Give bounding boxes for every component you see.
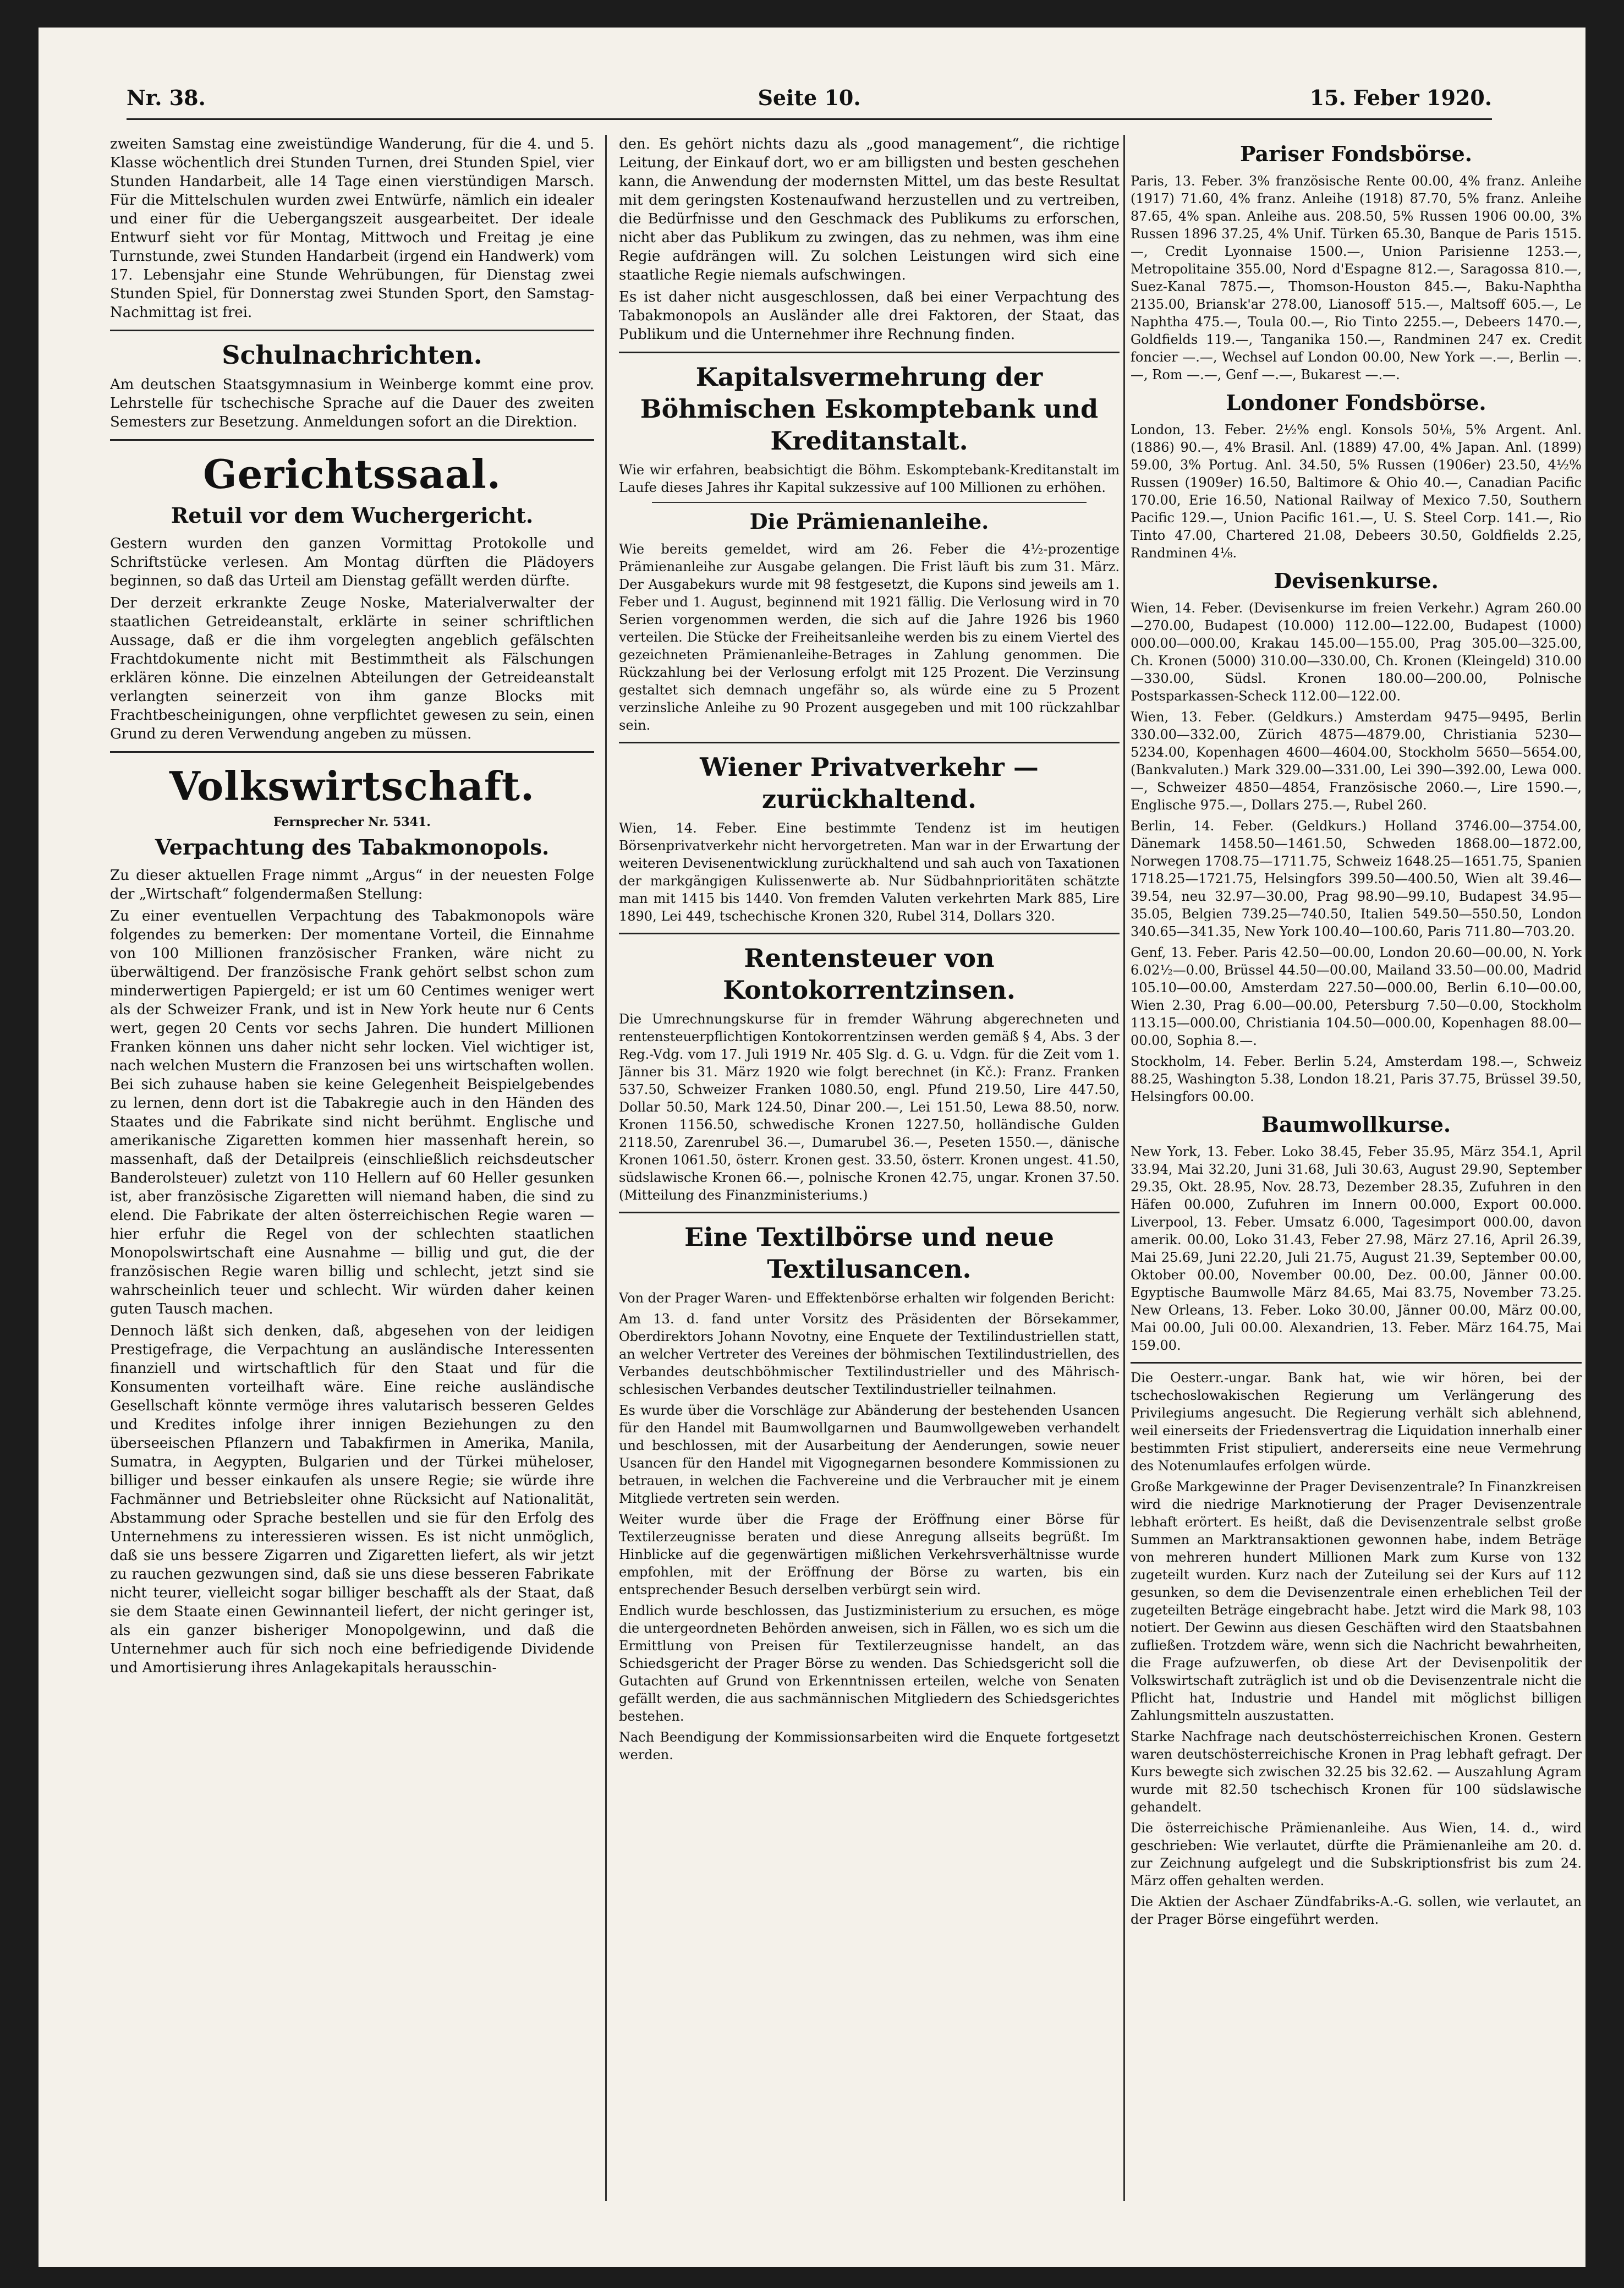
wiener-privatverkehr-text: Wien, 14. Feber. Eine bestimmte Tendenz ist im heutigen Börsenprivatverkehr nicht hervorgetreten. Man war in der Erwartung der weiteren Devisenentwicklung zurückhaltend und sah auch von Taxationen der markgängigen Kulissenwerte ab. Nur Südbahnprioritäten schätzte man mit 1415 bis 1440. Von fremden Valuten verkehrten Mark 885, Lire 1890, Lei 449, tschechische Kronen 320, Rubel 314, Dollars 320. xyxy=(619,820,1120,924)
wuchergericht-paragraph-1: Gestern wurden den ganzen Vormittag Protokolle und Schriftstücke verlesen. Am Montag dürften die Plädoyers beginnen, so daß das Urteil am Dienstag gefällt werden dürfte. xyxy=(110,535,594,589)
column-divider-1 xyxy=(605,135,607,2201)
section-rule xyxy=(619,933,1120,934)
textilboerse-heading: Eine Textilbörse und neue Textilusancen. xyxy=(684,1222,1054,1284)
tabakmonopol-heading: Verpachtung des Tabakmonopols. xyxy=(155,835,550,860)
section-rule xyxy=(110,330,594,331)
wuchergericht-paragraph-2: Der derzeit erkrankte Zeuge Noske, Materialverwalter der staatlichen Getreideanstalt, erklärte in seiner schriftlichen Aussage, daß er die ihm vorgelegten angeblich gefälschten Frachtdokumente nicht mit Bestimmtheit als Fälschungen erklären könne. Die einzelnen Abteilungen der Getreideanstalt verlangten seinerzeit von ihm ganze Blocks mit Frachtbescheinigungen, ohne verpflichtet gewesen zu sein, einen Grund zu deren Verwendung angeben zu müssen. xyxy=(110,595,594,742)
rentensteuer-text: Die Umrechnungskurse für in fremder Währung abgerechneten und rentensteuerpflichtigen Kontokorrentzinsen werden gemäß § 4, Abs. 3 der Reg.-Vdg. vom 17. Juli 1919 Nr. 405 Slg. d. G. u. Vdgn. für die Zeit vom 1. Jänner bis 31. März 1920 wie folgt berechnet (in Kč.): Franz. Franken 537.50, Schweizer Franken 1080.50, engl. Pfund 219.50, Lire 447.50, Dollar 50.50, Mark 124.50, Dinar 200.—, Lei 151.50, Lewa 88.50, norw. Kronen 1156.50, schwedische Kronen 1227.50, holländische Gulden 2118.50, Zarenrubel 36.—, Dumarubel 36.—, Peseten 1550.—, dänische Kronen 1061.50, österr. Kronen gest. 33.50, österr. Kronen ungest. 41.50, südslawische Kronen 66.—, polnische Kronen 42.75, ungar. Kronen 37.50. (Mitteilung des Finanzministeriums.) xyxy=(619,1011,1120,1203)
devisenkurse-genf: Genf, 13. Feber. Paris 42.50—00.00, London 20.60—00.00, N. York 6.02½—0.00, Brüssel 44.50—00.00, Mailand 33.50—00.00, Madrid 105.10—00.00, Amsterdam 227.50—000.00, Berlin 6.10—00.00, Wien 2.30, Prag 6.00—00.00, Petersburg 7.50—0.00, Stockholm 113.15—000.00, Christiania 104.50—000.00, Kopenhagen 88.00—00.00, Sophia 8.—. xyxy=(1131,945,1582,1048)
baumwollkurse-text: New York, 13. Feber. Loko 38.45, Feber 35.95, März 354.1, April 33.94, Mai 32.20, Juni 31.68, Juli 30.63, August 29.90, September 29.35, Okt. 28.95, Nov. 28.73, Dezember 28.35, Zufuhren in den Häfen 00.000, Zufuhren im Innern 00.000, Export 00.000. Liverpool, 13. Feber. Umsatz 6.000, Tagesimport 000.00, davon amerik. 00.00, Loko 31.43, Feber 27.98, März 27.16, April 26.39, Mai 25.69, Juni 22.20, Juli 21.75, August 21.39, September 00.00, Oktober 00.00, November 00.00, Dez. 00.00, Jänner 00.00. Egyptische Baumwolle März 84.65, Mai 83.75, November 73.25. New Orleans, 13. Feber. Loko 30.00, Jänner 00.00, März 00.00, Mai 00.00, Juli 00.00. Alexandrien, 13. Feber. März 164.75, Mai 159.00. xyxy=(1131,1144,1582,1353)
section-rule xyxy=(619,742,1120,743)
londoner-fondsboerse-heading: Londoner Fondsbörse. xyxy=(1226,390,1486,415)
volkswirtschaft-heading: Volkswirtschaft. xyxy=(169,763,535,809)
issue-number: Nr. 38. xyxy=(127,85,206,110)
rentensteuer-heading: Rentensteuer von Kontokorrentzinsen. xyxy=(723,943,1016,1005)
intro-paragraph: zweiten Samstag eine zweistündige Wanderung, für die 4. und 5. Klasse wöchentlich drei Stunden Turnen, drei Stunden Spiel, vier Stunden Handarbeit, alle 14 Tage einen vierstündigen Marsch. Für die Mittelschulen wurden zwei Entwürfe, nämlich ein idealer und einer für die Uebergangszeit ausgearbeitet. Der ideale Entwurf sieht vor für Montag, Mittwoch und Freitag je eine Turnstunde, zwei Stunden Handarbeit (irgend ein Handwerk) vom 17. Lebensjahr eine Stunde Wehrübungen, für Dienstag zwei Stunden Spiel, für Donnerstag zwei Stunden Sport, den Samstag-Nachmittag ist frei. xyxy=(110,136,594,321)
newspaper-page xyxy=(39,28,1585,2267)
oesterr-ungar-bank-text: Die Oesterr.-ungar. Bank hat, wie wir hören, bei der tschechoslowakischen Regierung um Verlängerung des Privilegiums angesucht. Die Regierung verhält sich ablehnend, weil einerseits der Friedensvertrag die Liquidation innerhalb einer bestimmten Frist stipuliert, andererseits eine neue Vermehrung des Notenumlaufes erfolgen würde. xyxy=(1131,1370,1582,1474)
wiener-privatverkehr-heading: Wiener Privatverkehr — zurückhaltend. xyxy=(700,752,1039,814)
londoner-fondsboerse-text: London, 13. Feber. 2½% engl. Konsols 50⅛, 5% Argent. Anl. (1886) 90.—, 4% Brasil. Anl. (1889) 47.00, 4% Japan. Anl. (1899) 59.00, 3% Portug. Anl. 34.50, 5% Russen (1906er) 23.50, 4½% Russen (1909er) 16.50, Baltimore & Ohio 40.—, Canadian Pacific 170.00, Erie 16.50, National Railway of Mexico 7.50, Southern Pacific 129.—, Union Pacific 161.—, U. S. Steel Corp. 141.—, Rio Tinto 47.00, Chartered 21.08, Debeers 30.50, Goldfields 2.25, Randminen 4⅛. xyxy=(1131,422,1582,561)
tabakmonopol-paragraph-2: Zu einer eventuellen Verpachtung des Tabakmonopols wäre folgendes zu bemerken: Der momentane Vorteil, die Einnahme von 100 Millionen französischer Franken, wäre nicht zu überwältigend. Der französische Frank gehört selbst schon zum minderwertigen Papiergeld; er ist um 60 Centimes weniger wert als der Schweizer Frank, und ist in New York heute nur 6 Cents wert, gegen 20 Cents vor sechs Jahren. Die hundert Millionen Franken können uns daher nicht sehr locken. Viel wichtiger ist, nach welchen Mustern die Franzosen bei uns wirtschaften wollen. Bei sich zuhause haben sie keine Gelegenheit Beispielgebendes zu lernen, denn dort ist die Tabakregie auch in den Händen des Staates und die Fabrikate sind nicht berühmt. Englische und amerikanische Zigaretten kommen hier massenhaft herein, so massenhaft, daß der Detailpreis (einschließlich reichsdeutscher Banderolsteuer) zuletzt von 110 Hellern auf 60 Heller gesunken ist, aber französische Zigaretten will niemand haben, die sind zu elend. Die Fabrikate der alten österreichischen Regie waren — hier erfuhr die Regel von der schlechten staatlichen Monopolswirtschaft eine Ausnahme — billig und gut, die der französischen Regie waren billig und schlecht, jetzt sind sie wahrscheinlich teuer und schlecht. Wir würden daher keinen guten Tausch machen. xyxy=(110,908,594,1317)
kronen-nachfrage-text: Starke Nachfrage nach deutschösterreichischen Kronen. Gestern waren deutschösterreichische Kronen in Prag lebhaft gefragt. Der Kurs bewegte sich zwischen 32.25 bis 32.62. — Auszahlung Agram wurde mit 82.50 tschechisch Kronen für 100 südslawische gehandelt. xyxy=(1131,1729,1582,1815)
section-rule xyxy=(652,502,1087,503)
devisenkurse-berlin: Berlin, 14. Feber. (Geldkurs.) Holland 3746.00—3754.00, Dänemark 1458.50—1461.50, Schweden 1868.00—1872.00, Norwegen 1708.75—1711.75, Schweiz 1648.25—1651.75, Spanien 1718.25—1721.75, Helsingfors 399.50—400.50, Wien alt 39.46—39.54, neu 32.97—30.00, Prag 98.90—99.10, Budapest 34.95—35.05, Belgien 739.25—740.50, Italien 549.50—550.50, London 340.65—341.35, New York 100.40—100.60, Paris 711.80—703.20. xyxy=(1131,818,1582,939)
praemienanleihe-text: Wie bereits gemeldet, wird am 26. Feber die 4½-prozentige Prämienanleihe zur Ausgabe gelangen. Die Frist läuft bis zum 31. März. Der Ausgabekurs wurde mit 98 festgesetzt, die Kupons sind jeweils am 1. Feber und 1. August, beginnend mit 1921 fällig. Die Verlosung wird in 70 Serien vorgenommen werden, die sich auf die Jahre 1926 bis 1960 verteilen. Die Stücke der Freiheitsanleihe werden bis zu einem Viertel des gezeichneten Prämienanleihe-Betrages in Zahlung genommen. Die Rückzahlung bei der Verlosung erfolgt mit 125 Prozent. Die Verzinsung gestaltet sich demnach ungefähr so, als würde eine zu 5 Prozent verzinsliche Anleihe zu 90 Prozent ausgegeben und mit 100 rückzahlbar sein. xyxy=(619,541,1120,733)
wuchergericht-heading: Retuil vor dem Wuchergericht. xyxy=(171,503,534,528)
column-2 xyxy=(619,135,1120,2201)
page-number: Seite 10. xyxy=(758,85,861,110)
section-rule xyxy=(110,439,594,441)
textilboerse-paragraph-3: Es wurde über die Vorschläge zur Abänderung der bestehenden Usancen für den Handel mit Baumwollgarnen und Baumwollgeweben verhandelt und beschlossen, mit der Ausarbeitung der Aenderungen, sowie neuer Usancen für den Handel mit Vigognegarnen besondere Kommissionen zu betrauen, in welchen die Fachvereine und die Verbraucher mit je einem Mitgliede vertreten sein werden. xyxy=(619,1403,1120,1506)
devisenkurse-wien-2: Wien, 13. Feber. (Geldkurs.) Amsterdam 9475—9495, Berlin 330.00—332.00, Zürich 4875—4879.00, Christiania 5230—5234.00, Kopenhagen 4600—4604.00, Stockholm 5650—5654.00, (Bankvaluten.) Mark 329.00—331.00, Lei 390—392.00, Lewa 000.—, Schweizer 4850—4854, Französische 2060.—, Lire 1590.—, Englische 975.—, Dollars 275.—, Rubel 260. xyxy=(1131,709,1582,813)
kapitalsvermehrung-text: Wie wir erfahren, beabsichtigt die Böhm. Eskomptebank-Kreditanstalt im Laufe dieses Jahres ihr Kapital sukzessive auf 100 Millionen zu erhöhen. xyxy=(619,462,1120,495)
column-3 xyxy=(1131,135,1582,2201)
devisenkurse-stockholm: Stockholm, 14. Feber. Berlin 5.24, Amsterdam 198.—, Schweiz 88.25, Washington 5.38, London 18.21, Paris 37.75, Brüssel 39.50, Helsingfors 00.00. xyxy=(1131,1054,1582,1104)
textilboerse-paragraph-2: Am 13. d. fand unter Vorsitz des Präsidenten der Börsekammer, Oberdirektors Johann Novotny, eine Enquete der Textilindustriellen statt, an welcher Vertreter des Vereines der böhmischen Textilindustriellen, des Verbandes deutschböhmischer Textilindustrieller und des Mährisch-schlesischen Verbandes deutscher Textilindustrieller teilnahmen. xyxy=(619,1311,1120,1397)
issue-date: 15. Feber 1920. xyxy=(1309,85,1492,110)
praemienanleihe-heading: Die Prämienanleihe. xyxy=(749,509,989,534)
zuendfabrik-aktien-text: Die Aktien der Aschaer Zündfabriks-A.-G. sollen, wie verlautet, an der Prager Börse eingeführt werden. xyxy=(1131,1894,1582,1927)
tabakmonopol-continued: den. Es gehört nichts dazu als „good management“, die richtige Leitung, der Einkauf dort, wo er am billigsten und besten geschehen kann, die Anwendung der modernsten Mittel, um das beste Resultat mit dem geringsten Kostenaufwand herzustellen und zu vertreiben, die Bedürfnisse und den Geschmack des Publikums zu erforschen, nicht aber das Publikum zu zwingen, das zu nehmen, was ihm eine Regie aufdrängen will. Zu solchen Leistungen wird sich eine staatliche Regie niemals aufschwingen. xyxy=(619,136,1120,283)
schulnachrichten-heading: Schulnachrichten. xyxy=(222,340,482,370)
tabakmonopol-conclusion: Es ist daher nicht ausgeschlossen, daß bei einer Verpachtung des Tabakmonopols an Ausländer alle drei Faktoren, der Staat, das Publikum und die Unternehmer ihre Rechnung finden. xyxy=(619,289,1120,343)
pariser-fondsboerse-text: Paris, 13. Feber. 3% französische Rente 00.00, 4% franz. Anleihe (1917) 71.60, 4% franz. Anleihe (1918) 87.70, 5% franz. Anleihe 87.65, 4% span. Anleihe aus. 208.50, 5% Russen 1906 00.00, 3% Russen 1896 37.25, 4% Unif. Türken 65.30, Banque de Paris 1515.—, Credit Lyonnaise 1500.—, Union Parisienne 1253.—, Metropolitaine 355.00, Nord d'Espagne 812.—, Saragossa 810.—, Suez-Kanal 7875.—, Thomson-Houston 845.—, Baku-Naphtha 2135.00, Briansk'ar 278.00, Lianosoff 515.—, Maltsoff 605.—, Le Naphtha 475.—, Toula 00.—, Rio Tinto 2255.—, Debeers 1470.—, Goldfields 119.—, Tanganika 150.—, Randminen 247 ex. Credit foncier —.—, Wechsel auf London 00.00, New York —.—, Berlin —.—, Rom —.—, Genf —.—, Bukarest —.—. xyxy=(1131,173,1582,382)
tabakmonopol-paragraph-1: Zu dieser aktuellen Frage nimmt „Argus“ in der neuesten Folge der „Wirtschaft“ folgendermaßen Stellung: xyxy=(110,867,594,902)
devisenkurse-wien-1: Wien, 14. Feber. (Devisenkurse im freien Verkehr.) Agram 260.00—270.00, Budapest (10.000) 112.00—122.00, Budapest (1000) 000.00—000.00, Krakau 145.00—155.00, Prag 305.00—325.00, Ch. Kronen (5000) 310.00—330.00, Ch. Kronen (Kleingeld) 310.00—330.00, Südsl. Kronen 180.00—200.00, Polnische Postsparkassen-Scheck 112.00—122.00. xyxy=(1131,600,1582,704)
column-1 xyxy=(110,135,594,2201)
baumwollkurse-heading: Baumwollkurse. xyxy=(1261,1112,1451,1137)
devisenkurse-heading: Devisenkurse. xyxy=(1274,568,1439,593)
textilboerse-paragraph-5: Endlich wurde beschlossen, das Justizministerium zu ersuchen, es möge die untergeordneten Behörden anweisen, sich in Fällen, wo es sich um die Ermittlung von Preisen für Textilerzeugnisse handelt, an das Schiedsgericht der Prager Börse zu wenden. Das Schiedsgericht soll die Gutachten auf Grund von Erkenntnissen erteilen, welche von Senaten gefällt werden, die aus sachmännischen Mitgliedern des Schiedsgerichtes bestehen. xyxy=(619,1603,1120,1724)
page-header xyxy=(127,80,1492,120)
oesterr-praemienanleihe-text: Die österreichische Prämienanleihe. Aus Wien, 14. d., wird geschrieben: Wie verlautet, dürfte die Prämienanleihe am 20. d. zur Zeichnung aufgelegt und die Subskriptionsfrist bis zum 24. März offen gehalten werden. xyxy=(1131,1820,1582,1889)
schulnachrichten-text: Am deutschen Staatsgymnasium in Weinberge kommt eine prov. Lehrstelle für tschechische Sprache auf die Dauer des zweiten Semesters zur Besetzung. Anmeldungen sofort an die Direktion. xyxy=(110,376,594,430)
kapitalsvermehrung-heading: Kapitalsvermehrung der Böhmischen Eskomptebank und Kreditanstalt. xyxy=(640,362,1099,456)
textilboerse-paragraph-4: Weiter wurde über die Frage der Eröffnung einer Börse für Textilerzeugnisse beraten und diese Anregung allseits begrüßt. Im Hinblicke auf die gegenwärtigen mißlichen Verkehrsverhältnisse wurde empfohlen, mit der Eröffnung der Börse zu warten, bis ein entsprechender Besuch derselben verbürgt sein wird. xyxy=(619,1512,1120,1597)
textilboerse-paragraph-1: Von der Prager Waren- und Effektenbörse erhalten wir folgenden Bericht: xyxy=(619,1290,1115,1306)
tabakmonopol-paragraph-3: Dennoch läßt sich denken, daß, abgesehen von der leidigen Prestigefrage, die Verpachtung an ausländische Interessenten finanziell und wirtschaftlich für den Staat und für die Konsumenten vorteilhaft wäre. Eine reiche ausländische Gesellschaft könnte vermöge ihres valutarisch besseren Geldes und Kredites infolge ihrer innigen Beziehungen zu den überseeischen Pflanzern und Tabakfirmen in Amerika, Manila, Sumatra, in Aegypten, Bulgarien und der Türkei müheloser, billiger und besser einkaufen als unsere Regie; sie würde ihre Fachmänner und Betriebsleiter ohne Rücksicht auf Nationalität, Abstammung oder Sprache bestellen und sie für den Erfolg des Unternehmens zu interessieren wissen. Es ist nicht unmöglich, daß sie uns bessere Zigarren und Zigaretten liefert, als wir jetzt zu rauchen gezwungen sind, daß sie uns diese besseren Fabrikate nicht teurer, vielleicht sogar billiger beschafft als der Staat, daß sie dem Staate einen Gewinnanteil liefert, der nicht geringer ist, als ein ganzer bisheriger Monopolgewinn, und daß die Unternehmer auch für sich noch eine befriedigende Dividende und Amortisierung ihres Anlagekapitals herausschin- xyxy=(110,1323,594,1676)
gerichtssaal-heading: Gerichtssaal. xyxy=(203,451,501,497)
section-rule xyxy=(110,751,594,753)
column-divider-2 xyxy=(1123,135,1125,2201)
section-rule xyxy=(619,1212,1120,1213)
textilboerse-paragraph-6: Nach Beendigung der Kommissionsarbeiten wird die Enquete fortgesetzt werden. xyxy=(619,1729,1120,1762)
section-rule xyxy=(1131,1362,1582,1364)
volkswirtschaft-phone: Fernsprecher Nr. 5341. xyxy=(273,815,431,829)
section-rule xyxy=(619,352,1120,353)
markgewinne-text: Große Markgewinne der Prager Devisenzentrale? In Finanzkreisen wird die niedrige Marknotierung der Prager Devisenzentrale lebhaft erörtert. Es heißt, daß die Devisenzentrale selbst große Summen an Marktransaktionen gewonnen habe, indem Beträge von mehreren hundert Millionen Mark zum Kurse von 132 zugeteilt wurden. Kurz nach der Zuteilung sei der Kurs auf 112 gesunken, so dem die Devisenzentrale einen erheblichen Teil der zugeteilten Beträge eingebracht habe. Jetzt wird die Mark 98, 103 notiert. Der Gewinn aus diesen Geschäften wird den Staatsbahnen zufließen. Trotzdem wäre, wenn sich die Nachricht bewahrheiten, die Frage aufzuwerfen, ob diese Art der Devisenpolitik der Volkswirtschaft zuträglich ist und ob die Devisenzentrale nicht die Pflicht hat, Industrie und Handel mit möglichst billigen Zahlungsmitteln auszustatten. xyxy=(1131,1479,1582,1723)
pariser-fondsboerse-heading: Pariser Fondsbörse. xyxy=(1239,141,1473,166)
